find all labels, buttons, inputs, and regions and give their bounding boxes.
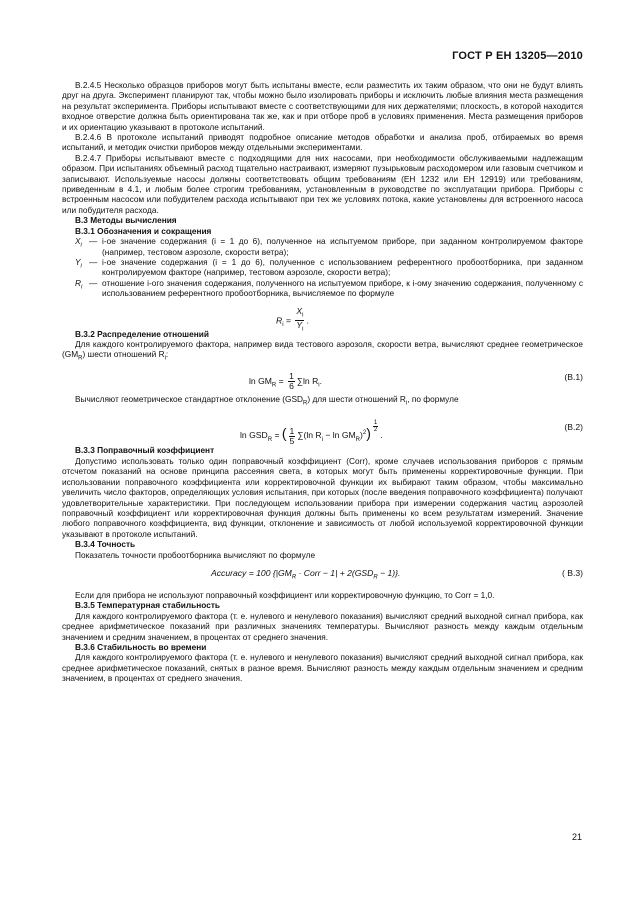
paragraph-b36: Для каждого контролируемого фактора (т. е. нулевого и ненулевого показания) вычисляют средний выходной сигнал прибора, как среднее арифметическое показаний, снятых в разное время. Вычисляют разность между каждым отдельным значением и средним значением, в процентах от среднего значения. <box>62 652 583 684</box>
paragraph-b34: Показатель точности пробоотборника вычисляют по формуле <box>75 549 316 560</box>
heading-b33: B.3.3 Поправочный коэффициент <box>75 445 215 456</box>
definition-r: $R_i$ — отношение i-ого значения содержания, полученного на испытуемом приборе, к i-ому значению содержания, полученному с использованием референтного пробоотборника, вычисляемое по формуле <box>75 277 583 299</box>
formula-b1: $\ln GM_R$ = $\frac{1}{6}$ ∑ln $R_i$. (B.1) <box>249 371 583 392</box>
heading-b34: B.3.4 Точность <box>75 539 136 550</box>
paragraph-b247: B.2.4.7 Приборы испытывают вместе с подходящими для них насосами, при необходимости обслуживаемыми надлежащим образом. При испытаниях объемный расход тщательно настраивают, измеряют пузырьковым расходомером или газовым счетчиком и записывают. Используемые насосы должны соответствовать общим требованиям (ЕН 1232 или ЕН 12919) или требованиям, приведенным в 4.1, и любым более строгим требованиям, установленным в руководстве по эксплуатации прибора. Приборы с встроенным насосом или побудителем расхода испытывают при тех же условиях потока, какие установлены для встроенного насоса или побудителя расхода. <box>62 152 583 215</box>
paragraph-b32a: Для каждого контролируемого фактора, например вида тестового аэрозоля, скорости ветра, вычисляют среднее геометрическое $(GM_R)$ шести отношений $R_i$: <box>62 338 583 362</box>
heading-b31: B.3.1 Обозначения и сокращения <box>75 225 212 236</box>
heading-b35: B.3.5 Температурная стабильность <box>75 600 220 611</box>
paragraph-b35: Для каждого контролируемого фактора (т. е. нулевого и ненулевого показания) вычисляют средний выходной сигнал прибора, как среднее арифметическое показаний при различных значениях температуры. Вычисляют разность между каждым отдельным значением и средним значением, в процентах от среднего значения. <box>62 610 583 642</box>
paragraph-b32b: Вычисляют геометрическое стандартное отклонение $(GSD_R)$ для шести отношений $R_i$, по формуле <box>75 394 459 408</box>
page-header: ГОСТ Р ЕН 13205—2010 <box>452 50 583 62</box>
heading-b36: B.3.6 Стабильность во времени <box>75 641 207 652</box>
document-body <box>62 80 583 684</box>
paragraph-b246: B.2.4.6 В протоколе испытаний приводят подробное описание методов обработки и анализа проб, отбираемых во время испытаний, и методик очистки приборов между отдельными экспериментами. <box>62 132 583 153</box>
heading-b32: B.3.2 Распределение отношений <box>75 328 209 339</box>
definition-x: $X_i$ — i-ое значение содержания (i = 1 до 6), полученное на испытуемом приборе, при заданном контролируемом факторе (например, тестовом аэрозоле, скорости ветра); <box>75 236 583 257</box>
heading-b3: B.3 Методы вычисления <box>75 215 177 226</box>
page-number: 21 <box>571 832 582 842</box>
formula-label-b3: ( B.3) <box>561 567 583 578</box>
formula-b2: $\ln GSD_R$ = ( $\frac{1}{5}$ ∑(ln $R_i - \ln GM_R)^2$) $^{\frac{1}{2}}$ . (B.2) <box>240 420 583 446</box>
paragraph-b245: B.2.4.5 Несколько образцов приборов могут быть испытаны вместе, если разместить их таким образом, что они не будут влиять друг на друга. Эксперимент планируют так, чтобы можно было изолировать приборы и исключить любые влияния места размещения на результат эксперимента. Приборы испытывают вместе с соответствующими для них держателями; плоскость, в которой находится входное отверстие должна быть ориентирована так же, как и при отборе проб в условиях применения. Места размещения приборов и их ориентацию указывают в протоколе испытаний. <box>62 80 583 132</box>
formula-ratio: $R_i$ = $\frac{X_i}{Y_i}$ . <box>276 305 309 333</box>
paragraph-b34b: Если для прибора не используют поправочный коэффициент или корректировочную функцию, то Corr = 1,0. <box>75 589 495 600</box>
paragraph-b33: Допустимо использовать только один поправочный коэффициент (Corr), кроме случаев использования приборов с прямым отсчетом показаний на основе принципа рассеяния света, в которых могут быть применены корректировочные функции. При использовании поправочного коэффициента или корректировочной функции их выбирают таким образом, чтобы максимально увеличить число факторов, определяющих условия испытания, при которых (после введения поправочного коэффициента) получают удовлетворительные характеристики. При последующем использовании прибора при измерении содержания частиц аэрозолей поправочный коэффициент или корректировочная функция должны быть применены ко всем результатам измерений. Значение любого поправочного коэффициента, вид функции, отклонение и зависимость от любой используемой корректировочной функции указывают в протоколе испытаний. <box>62 455 583 539</box>
formula-label-b1: (B.1) <box>564 372 583 383</box>
formula-b3: Accuracy = 100 {$|GM_R$ · Corr − $1| + 2(GSD_R - 1)$}. ( B.3) <box>211 567 583 581</box>
definition-y: $Y_i$ — i-ое значение содержания (i = 1 до 6), полученное с использованием референтного пробоотборника, при заданном контролируемом факторе (например, тестовом аэрозоле, скорости ветра); <box>75 256 583 278</box>
formula-label-b2: (B.2) <box>564 422 583 433</box>
